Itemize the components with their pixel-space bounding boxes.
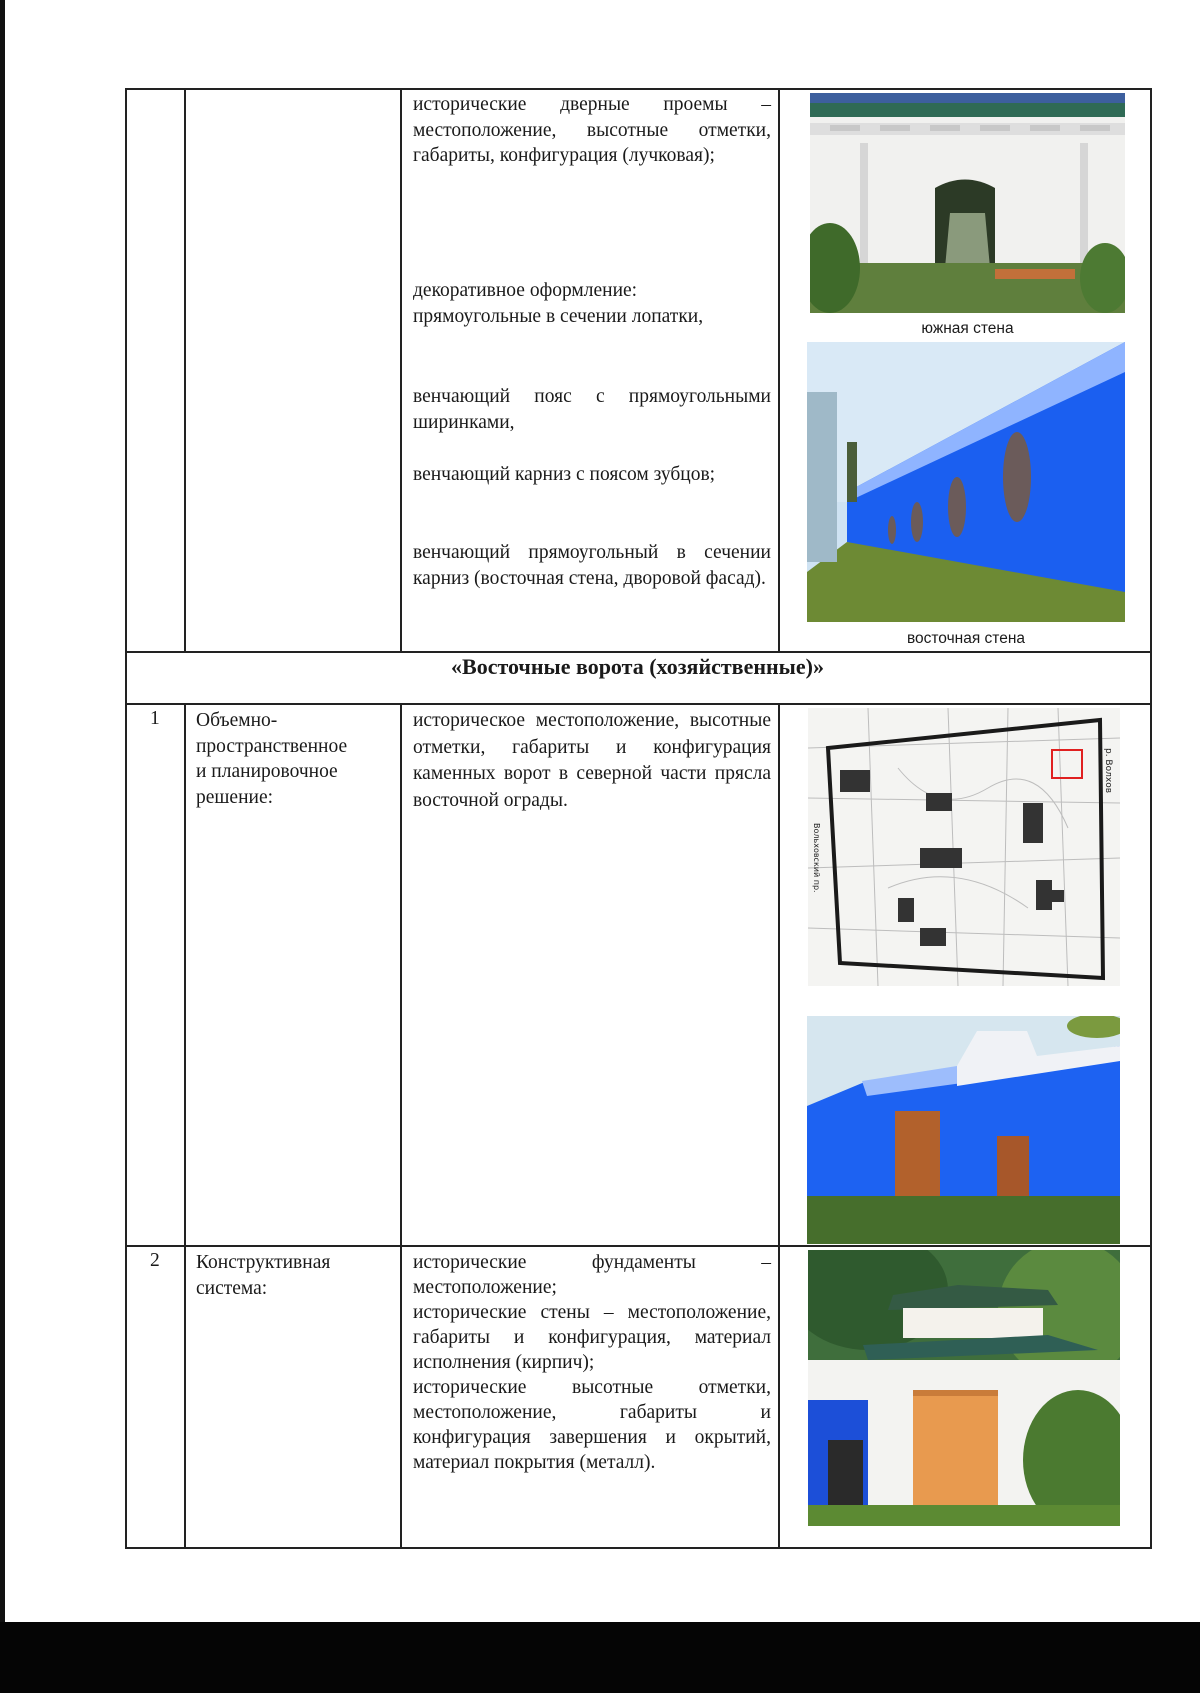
- row-text: историческое местоположение, высотные отметки, габариты и конфигурация каменных ворот в северной части прясла восточной ограды.: [413, 710, 771, 811]
- decor-title: декоративное оформление:: [413, 280, 638, 301]
- row-text: исторические фундаменты – местоположение; исторические стены – местоположение, габариты и конфигурация, материал исполнения (кирпич); исторические высотные отметки, местоположение, габариты и конфигурация завершения и окрытий, материал покрытия (металл).: [413, 1252, 771, 1473]
- map-river-label: р. Волхов: [1103, 748, 1113, 794]
- decor-item: прямоугольные в сечении лопатки,: [413, 306, 704, 327]
- east-gates-closeup-photo: [808, 1250, 1120, 1526]
- decor-item: венчающий пояс с прямоугольными ширинками,: [413, 386, 771, 433]
- scan-bottom-bar: [0, 1622, 1200, 1693]
- scan-left-edge: [0, 0, 5, 1693]
- row-number: 1: [150, 708, 160, 729]
- row-label: Объемно- пространственное и планировочное решение:: [196, 710, 348, 808]
- row-number: 2: [150, 1250, 160, 1271]
- row-label: Конструктивная система:: [196, 1252, 331, 1299]
- decor-item: венчающий карниз с поясом зубцов;: [413, 464, 716, 485]
- doorways-text: исторические дверные проемы – местоположение, высотные отметки, габариты, конфигурация (лучковая);: [413, 94, 771, 166]
- photo-caption: южная стена: [921, 320, 1014, 337]
- decor-item: венчающий прямоугольный в сечении карниз (восточная стена, дворовой фасад).: [413, 542, 771, 589]
- section-title: «Восточные ворота (хозяйственные)»: [451, 654, 824, 679]
- east-gates-photo: [807, 1016, 1120, 1244]
- site-plan-map: [808, 708, 1120, 986]
- photo-caption: восточная стена: [906, 630, 1026, 647]
- south-wall-photo: [810, 93, 1125, 313]
- east-wall-photo: [807, 342, 1125, 622]
- map-street-label: Вольховский пр.: [812, 823, 821, 893]
